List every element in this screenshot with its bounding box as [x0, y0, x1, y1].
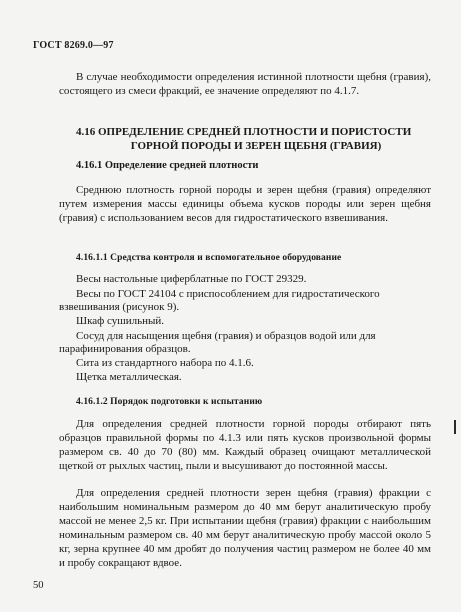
equipment-item-5: Сита из стандартного набора по 4.1.6.: [76, 357, 254, 369]
equipment-item-4-line1: Сосуд для насыщения щебня (гравия) и образцов водой или для: [76, 330, 376, 342]
section-4-16-heading-line1: 4.16 ОПРЕДЕЛЕНИЕ СРЕДНЕЙ ПЛОТНОСТИ И ПОРИСТОСТИ: [76, 126, 412, 138]
equipment-item-2-line2: взвешивания (рисунок 9).: [59, 301, 180, 313]
preparation-paragraph-2: Для определения средней плотности зерен щебня (гравия) фракции с наибольшим номинальным размером до 40 мм берут аналитическую пробу массой не менее 2,5 кг. При испытании щебня (гравия) фракции с наибольшим номинальным размером св. 40 мм берут аналитическую пробу массой около 5 кг, зерна крупнее 40 мм дробят до получения частиц размером не более 40 мм и пробу сокращают вдвое.: [59, 487, 431, 569]
section-4-16-1-2-heading: 4.16.1.2 Порядок подготовки к испытанию: [76, 397, 263, 407]
margin-mark: [454, 420, 456, 434]
equipment-item-2-line1: Весы по ГОСТ 24104 с приспособлением для гидростатического: [76, 288, 380, 300]
section-4-16-1-paragraph: Среднюю плотность горной породы и зерен щебня (гравия) определяют путем измерения массы единицы объема кусков породы или зерен щебня (гравия) с использованием весов для гидростатического взвешивания.: [59, 184, 431, 224]
section-4-16-heading-line2: ГОРНОЙ ПОРОДЫ И ЗЕРЕН ЩЕБНЯ (ГРАВИЯ): [130, 140, 382, 152]
document-header: ГОСТ 8269.0—97: [33, 40, 114, 51]
equipment-item-4-line2: парафинирования образцов.: [59, 343, 191, 355]
equipment-item-1: Весы настольные циферблатные по ГОСТ 29329.: [76, 273, 307, 285]
section-4-16-1-1-heading: 4.16.1.1 Средства контроля и вспомогательное оборудование: [76, 253, 342, 263]
intro-paragraph: В случае необходимости определения истинной плотности щебня (гравия), состоящего из смеси фракций, ее значение определяют по 4.1.7.: [59, 71, 431, 97]
section-4-16-1-heading: 4.16.1 Определение средней плотности: [76, 160, 259, 171]
section-4-16-heading: [76, 125, 436, 153]
equipment-item-6: Щетка металлическая.: [76, 371, 182, 383]
equipment-item-3: Шкаф сушильный.: [76, 315, 165, 327]
preparation-paragraph-1: Для определения средней плотности горной породы отбирают пять образцов правильной формы по 4.1.3 или пять кусков произвольной формы размером св. 40 до 70 (80) мм. Каждый образец очищают металлической щеткой от рыхлых частиц, пыли и высушивают до постоянной массы.: [59, 418, 431, 472]
page-number: 50: [33, 580, 44, 591]
